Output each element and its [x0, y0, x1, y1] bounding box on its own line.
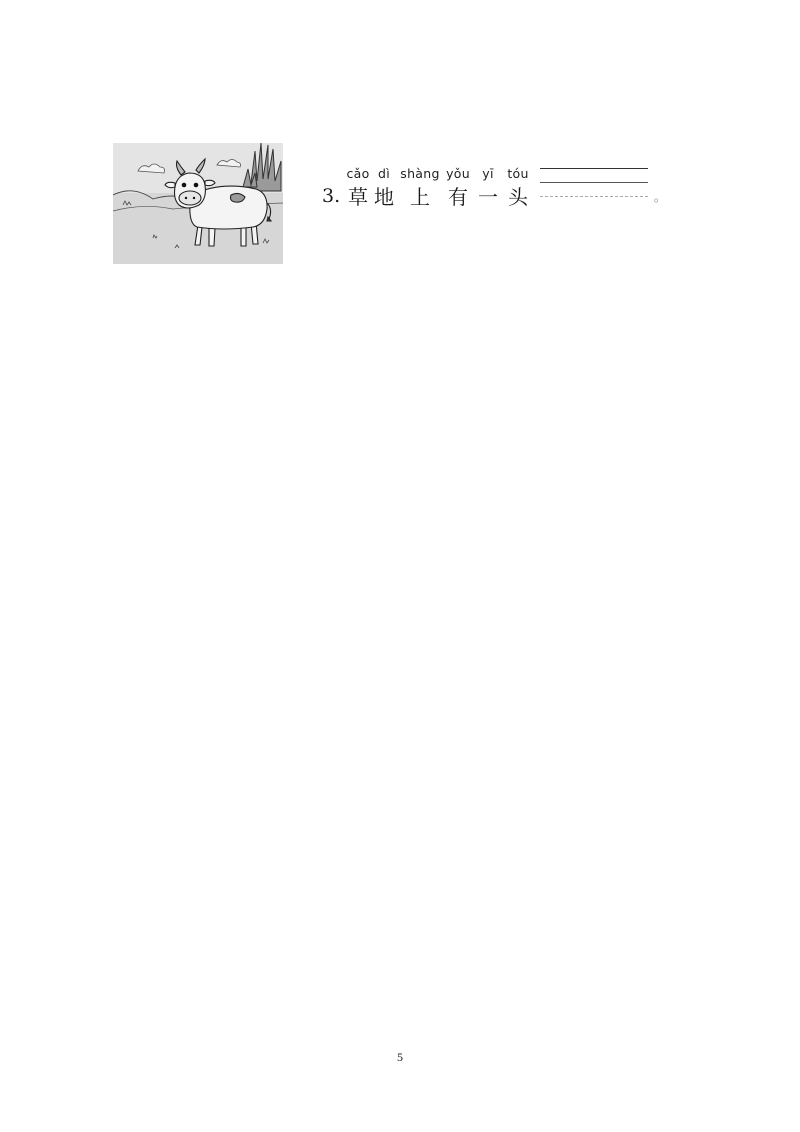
pinyin: yī	[482, 166, 494, 181]
syllable-6	[496, 166, 540, 210]
end-punctuation: 。	[654, 190, 667, 204]
cow-in-grass-picture	[113, 143, 283, 264]
pinyin: dì	[377, 166, 390, 181]
page-number: 5	[397, 1050, 403, 1064]
writing-line-bottom	[540, 196, 648, 197]
writing-line-top	[540, 168, 648, 169]
hanzi: 一	[478, 185, 498, 209]
hanzi: 草	[348, 185, 368, 209]
hanzi: 地	[374, 185, 394, 209]
hanzi: 头	[508, 185, 528, 209]
pinyin: yǒu	[446, 166, 470, 181]
writing-line-middle	[540, 182, 648, 183]
pinyin: cǎo	[346, 166, 370, 181]
question-3	[322, 166, 682, 214]
question-number: 3.	[322, 185, 341, 207]
cow-illustration	[113, 143, 283, 264]
hanzi: 有	[448, 185, 468, 209]
hanzi: 上	[410, 185, 430, 209]
answer-writing-lines[interactable]	[540, 166, 650, 200]
pinyin: tóu	[507, 166, 529, 181]
pinyin: shàng	[400, 166, 440, 181]
